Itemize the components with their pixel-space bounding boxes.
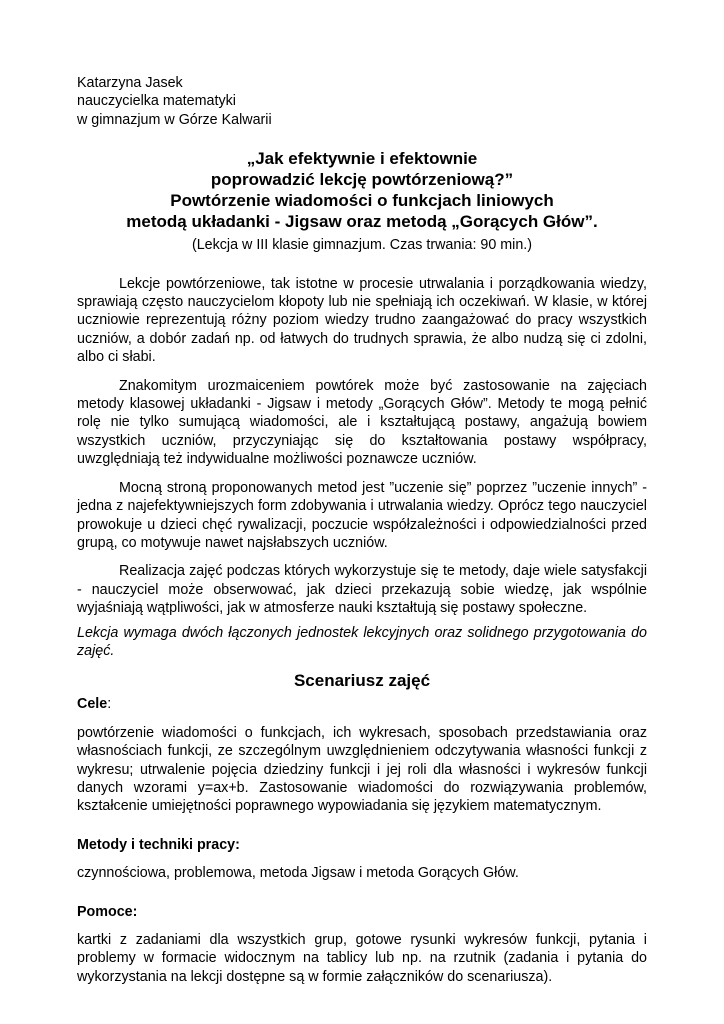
goals-colon: : bbox=[107, 696, 112, 713]
title-line-2: poprowadzić lekcję powtórzeniową?” bbox=[210, 170, 514, 190]
document-title bbox=[77, 148, 647, 232]
document-page bbox=[77, 74, 647, 986]
lesson-note: (Lekcja w III klasie gimnazjum. Czas trwania: 90 min.) bbox=[191, 237, 533, 254]
title-line-1: „Jak efektywnie i efektownie bbox=[246, 149, 478, 169]
author-school: w gimnazjum w Górze Kalwarii bbox=[77, 111, 272, 128]
aids-text: kartki z zadaniami dla wszystkich grup, gotowe rysunki wykresów funkcji, pytania i problemy w formacie widocznym na tablicy lub np. na rzutnik (zadania i pytania do wykorzystania na lekcji dostępne są w formie załączników do scenariusza). bbox=[77, 932, 647, 985]
author-block bbox=[77, 74, 647, 129]
intro-paragraph-1: Lekcje powtórzeniowe, tak istotne w procesie utrwalania i porządkowania wiedzy, sprawiają często nauczycielom kłopoty lub nie spełniają ich oczekiwań. W klasie, w której uczniowie reprezentują różny poziom wiedzy trudno zaangażować do pracy wszystkich uczniów, a dobór zadań np. od łatwych do trudnych sprawia, że albo nudzą się ci zdolni, albo ci słabi. bbox=[77, 275, 647, 366]
aids-heading: Pomoce: bbox=[77, 903, 138, 920]
methods-text: czynnościowa, problemowa, metoda Jigsaw i metoda Gorących Głów. bbox=[77, 865, 519, 882]
goals-label: Cele bbox=[77, 696, 108, 713]
scenario-title: Scenariusz zajęć bbox=[293, 671, 431, 691]
methods-heading: Metody i techniki pracy: bbox=[77, 836, 240, 853]
title-line-3: Powtórzenie wiadomości o funkcjach liniowych bbox=[170, 191, 554, 211]
goals-text: powtórzenie wiadomości o funkcjach, ich wykresach, sposobach przedstawiania oraz własnościach funkcji, ze szczególnym uwzględnieniem odczytywania własności funkcji z wykresu; utrwalenie pojęcia dziedziny funkcji i jej roli dla własności i wykresów funkcji danych wzorami y=ax+b. Zastosowanie wiadomości do rozwiązywania problemów, kształcenie umiejętności poprawnego wypowiadania się językiem matematycznym. bbox=[77, 724, 647, 815]
title-line-4: metodą układanki - Jigsaw oraz metodą „Gorących Głów”. bbox=[126, 212, 598, 232]
intro-paragraph-2: Znakomitym urozmaiceniem powtórek może być zastosowanie na zajęciach metody klasowej układanki - Jigsaw i metody „Gorących Głów”. Metody te mogą pełnić rolę nie tylko sumującą wiadomości, ale i kształtującą postawy, angażują bowiem wszystkich uczniów, przyczyniając się do kształtowania postawy współpracy, uwzględniają też indywidualne możliwości poznawcze uczniów. bbox=[77, 377, 647, 468]
goals-heading bbox=[77, 695, 647, 713]
intro-paragraph-3: Mocną stroną proponowanych metod jest ”uczenie się” poprzez ”uczenie innych” - jedna z najefektywniejszych form zdobywania i utrwalania wiedzy. Oprócz tego nauczyciel prowokuje u dzieci chęć rywalizacji, poczucie współzależności i odpowiedzialności przed grupą, co motywuje nawet najsłabszych uczniów. bbox=[77, 479, 647, 551]
intro-paragraph-4: Realizacja zajęć podczas których wykorzystuje się te metody, daje wiele satysfakcji - nauczyciel może obserwować, jak dzieci przekazują sobie wiedzę, jak wspólnie wyjaśniają wątpliwości, jak w atmosferze nauki kształtują się postawy społeczne. bbox=[77, 563, 647, 617]
author-role: nauczycielka matematyki bbox=[77, 93, 236, 110]
author-name: Katarzyna Jasek bbox=[77, 75, 183, 91]
lesson-requirement-note: Lekcja wymaga dwóch łączonych jednostek lekcyjnych oraz solidnego przygotowania do zajęć. bbox=[77, 624, 647, 659]
